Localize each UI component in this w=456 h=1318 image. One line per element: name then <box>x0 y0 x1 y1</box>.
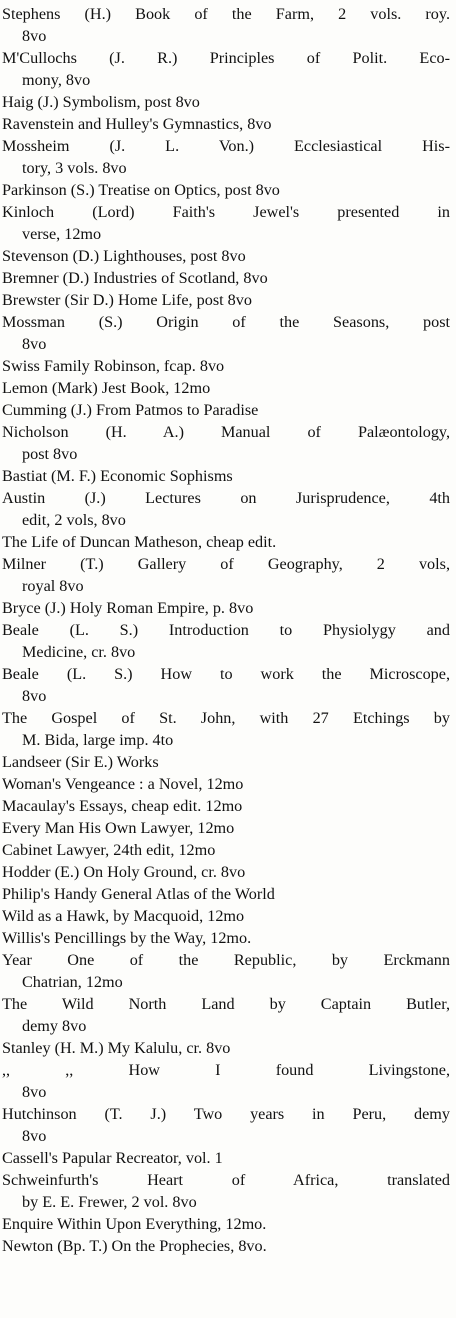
list-item <box>2 311 450 355</box>
entry-continuation: royal 8vo <box>22 577 84 595</box>
entry-continuation: M. Bida, large imp. 4to <box>22 731 174 749</box>
list-item <box>2 751 450 773</box>
entry-text: Bremner (D.) Industries of Scotland, 8vo <box>2 269 268 287</box>
entry-text: Lemon (Mark) Jest Book, 12mo <box>2 379 211 397</box>
list-item <box>2 377 450 399</box>
entry-continuation: 8vo <box>22 1083 47 1101</box>
entry-text: Hutchinson (T. J.) Two years in Peru, demy <box>2 1105 450 1123</box>
list-item <box>2 1103 450 1147</box>
list-item <box>2 663 450 707</box>
entry-text: Beale (L. S.) How to work the Microscope, <box>2 665 450 683</box>
list-item <box>2 619 450 663</box>
entry-text: Beale (L. S.) Introduction to Physiolygy and <box>2 621 450 639</box>
list-item <box>2 47 450 91</box>
entry-text: Cassell's Papular Recreator, vol. 1 <box>2 1149 223 1167</box>
entry-text: Year One of the Republic, by Erckmann <box>2 951 450 969</box>
entry-text: The Gospel of St. John, with 27 Etchings by <box>2 709 450 727</box>
entry-continuation: by E. E. Frewer, 2 vol. 8vo <box>22 1193 197 1211</box>
entry-continuation: post 8vo <box>22 445 78 463</box>
list-item <box>2 355 450 377</box>
entry-text: Willis's Pencillings by the Way, 12mo. <box>2 929 252 947</box>
list-item <box>2 465 450 487</box>
list-item <box>2 245 450 267</box>
entry-continuation: 8vo <box>22 335 47 353</box>
list-item <box>2 289 450 311</box>
list-item <box>2 553 450 597</box>
entry-text: The Wild North Land by Captain Butler, <box>2 995 450 1013</box>
list-item <box>2 267 450 289</box>
entry-continuation: edit, 2 vols, 8vo <box>22 511 126 529</box>
entry-text: Ravenstein and Hulley's Gymnastics, 8vo <box>2 115 272 133</box>
entry-text: Parkinson (S.) Treatise on Optics, post 8vo <box>2 181 280 199</box>
entry-text: Hodder (E.) On Holy Ground, cr. 8vo <box>2 863 246 881</box>
entry-text: Mossheim (J. L. Von.) Ecclesiastical His- <box>2 137 450 155</box>
list-item <box>2 1147 450 1169</box>
entry-continuation: demy 8vo <box>22 1017 87 1035</box>
list-item <box>2 201 450 245</box>
list-item <box>2 773 450 795</box>
entry-continuation: 8vo <box>22 1127 47 1145</box>
entry-text: Every Man His Own Lawyer, 12mo <box>2 819 235 837</box>
list-item <box>2 1037 450 1059</box>
list-item <box>2 861 450 883</box>
list-item <box>2 993 450 1037</box>
list-item <box>2 421 450 465</box>
entry-text: Cumming (J.) From Patmos to Paradise <box>2 401 259 419</box>
entry-text: Stephens (H.) Book of the Farm, 2 vols. roy. <box>2 5 450 23</box>
entry-continuation: Chatrian, 12mo <box>22 973 123 991</box>
list-item <box>2 817 450 839</box>
entry-text: Landseer (Sir E.) Works <box>2 753 159 771</box>
entry-text: Woman's Vengeance : a Novel, 12mo <box>2 775 244 793</box>
list-item <box>2 949 450 993</box>
entry-text: Bastiat (M. F.) Economic Sophisms <box>2 467 233 485</box>
entry-text: Brewster (Sir D.) Home Life, post 8vo <box>2 291 252 309</box>
list-item <box>2 839 450 861</box>
entry-text: Wild as a Hawk, by Macquoid, 12mo <box>2 907 245 925</box>
list-item <box>2 883 450 905</box>
entry-text: Mossman (S.) Origin of the Seasons, post <box>2 313 450 331</box>
entry-continuation: mony, 8vo <box>22 71 91 89</box>
entry-text: Cabinet Lawyer, 24th edit, 12mo <box>2 841 216 859</box>
entry-text: Newton (Bp. T.) On the Prophecies, 8vo. <box>2 1237 267 1255</box>
entry-text: Philip's Handy General Atlas of the World <box>2 885 275 903</box>
list-item <box>2 905 450 927</box>
entry-text: Nicholson (H. A.) Manual of Palæontology, <box>2 423 450 441</box>
list-item <box>2 1213 450 1235</box>
entry-text: Enquire Within Upon Everything, 12mo. <box>2 1215 267 1233</box>
entry-continuation: 8vo <box>22 687 47 705</box>
entry-text: Milner (T.) Gallery of Geography, 2 vols, <box>2 555 450 573</box>
entry-text: Bryce (J.) Holy Roman Empire, p. 8vo <box>2 599 254 617</box>
entry-text: M'Cullochs (J. R.) Principles of Polit. Eco- <box>2 49 450 67</box>
list-item <box>2 91 450 113</box>
entry-continuation: Medicine, cr. 8vo <box>22 643 136 661</box>
list-item <box>2 1169 450 1213</box>
entry-text: Stevenson (D.) Lighthouses, post 8vo <box>2 247 246 265</box>
list-item <box>2 113 450 135</box>
list-item <box>2 795 450 817</box>
entry-text: Austin (J.) Lectures on Jurisprudence, 4th <box>2 489 450 507</box>
entry-text: Kinloch (Lord) Faith's Jewel's presented in <box>2 203 450 221</box>
list-item <box>2 927 450 949</box>
list-item <box>2 399 450 421</box>
entry-continuation: verse, 12mo <box>22 225 102 243</box>
entry-text: Stanley (H. M.) My Kalulu, cr. 8vo <box>2 1039 231 1057</box>
list-item <box>2 531 450 553</box>
list-item <box>2 707 450 751</box>
entry-text: Macaulay's Essays, cheap edit. 12mo <box>2 797 243 815</box>
entry-continuation: tory, 3 vols. 8vo <box>22 159 127 177</box>
list-item <box>2 597 450 619</box>
entry-text: Schweinfurth's Heart of Africa, translated <box>2 1171 450 1189</box>
list-item <box>2 1235 450 1257</box>
list-item <box>2 179 450 201</box>
entry-text: Haig (J.) Symbolism, post 8vo <box>2 93 200 111</box>
entry-text: ,, ,, How I found Livingstone, <box>2 1061 450 1079</box>
list-item <box>2 487 450 531</box>
entry-continuation: 8vo <box>22 27 47 45</box>
list-item <box>2 3 450 47</box>
entry-text: Swiss Family Robinson, fcap. 8vo <box>2 357 225 375</box>
list-item <box>2 1059 450 1103</box>
list-item <box>2 135 450 179</box>
entry-text: The Life of Duncan Matheson, cheap edit. <box>2 533 277 551</box>
